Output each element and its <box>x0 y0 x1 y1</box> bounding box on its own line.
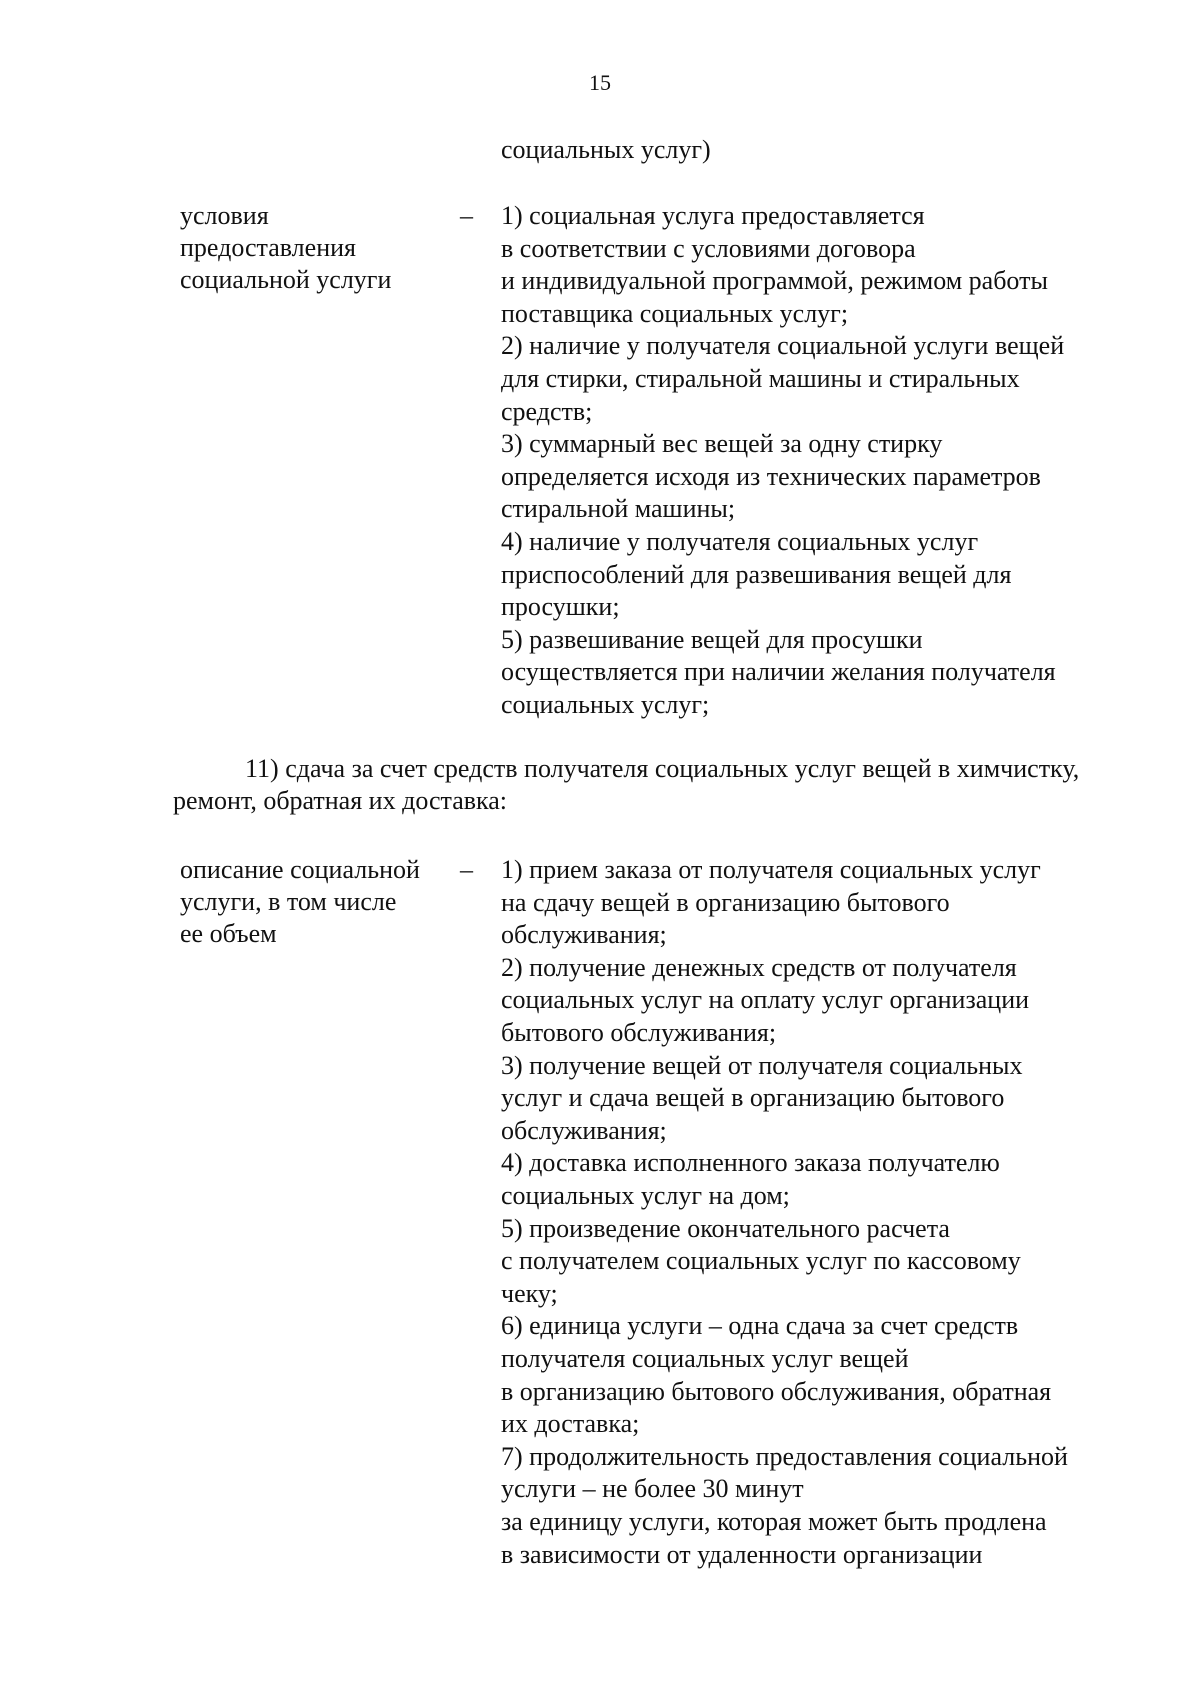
text-line: в организацию бытового обслуживания, обратная <box>501 1376 1052 1406</box>
text-line: обслуживания; <box>501 920 667 950</box>
text-line: средств; <box>501 396 593 426</box>
text-line: 3) получение вещей от получателя социальных <box>501 1050 1023 1080</box>
page-number: 15 <box>589 70 611 95</box>
block2-label-line: ее объем <box>180 919 277 948</box>
text-line: осуществляется при наличии желания получателя <box>501 657 1056 687</box>
block1-label-line: социальной услуги <box>180 265 392 294</box>
block2-dash: – <box>460 855 473 884</box>
text-line: социальных услуг на оплату услуг организации <box>501 985 1030 1015</box>
text-line: социальных услуг; <box>501 690 710 719</box>
text-line: услуги – не более 30 минут <box>501 1474 804 1504</box>
text-line: 5) произведение окончательного расчета <box>501 1213 950 1243</box>
text-line: бытового обслуживания; <box>501 1018 777 1047</box>
text-line: 5) развешивание вещей для просушки <box>501 624 923 654</box>
text-line: для стирки, стиральной машины и стиральных <box>501 364 1020 393</box>
text-line: 2) получение денежных средств от получателя <box>501 952 1017 982</box>
text-line: социальных услуг на дом; <box>501 1181 790 1210</box>
block2-label-line: услуги, в том числе <box>180 887 397 916</box>
text-line: 2) наличие у получателя социальной услуги вещей <box>501 331 1065 361</box>
text-line: приспособлений для развешивания вещей для <box>501 559 1012 589</box>
text-line: 3) суммарный вес вещей за одну стирку <box>501 429 943 459</box>
text-line: просушки; <box>501 592 620 622</box>
text-line: услуг и сдача вещей в организацию бытового <box>501 1083 1005 1113</box>
block1-dash: – <box>460 201 473 230</box>
text-line: определяется исходя из технических параметров <box>501 461 1041 491</box>
text-line: обслуживания; <box>501 1115 667 1145</box>
text-line: в зависимости от удаленности организации <box>501 1539 983 1569</box>
text-line: за единицу услуги, которая может быть продлена <box>501 1507 1047 1536</box>
paragraph-line-2: ремонт, обратная их доставка: <box>173 786 508 815</box>
block1-label-line: условия <box>180 201 269 230</box>
text-line: 4) доставка исполненного заказа получателю <box>501 1148 1000 1178</box>
text-line: их доставка; <box>501 1409 640 1439</box>
text-line: 7) продолжительность предоставления социальной <box>501 1441 1068 1471</box>
text-line: чеку; <box>501 1278 558 1308</box>
text-line: получателя социальных услуг вещей <box>501 1344 909 1373</box>
paragraph-line-1: 11) сдача за счет средств получателя социальных услуг вещей в химчистку, <box>245 754 1080 783</box>
text-line: 1) прием заказа от получателя социальных услуг <box>501 855 1041 884</box>
text-line: с получателем социальных услуг по кассовому <box>501 1246 1021 1276</box>
text-line: в соответствии с условиями договора <box>501 233 916 263</box>
text-line: 4) наличие у получателя социальных услуг <box>501 527 979 556</box>
text-line: 1) социальная услуга предоставляется <box>501 201 925 230</box>
text-line: поставщика социальных услуг; <box>501 298 849 328</box>
block2-label-line: описание социальной <box>180 855 420 884</box>
text-line: 6) единица услуги – одна сдача за счет средств <box>501 1311 1019 1341</box>
block1-label-line: предоставления <box>180 233 356 262</box>
text-line: и индивидуальной программой, режимом работы <box>501 266 1048 296</box>
text-line: на сдачу вещей в организацию бытового <box>501 887 950 917</box>
text-line: стиральной машины; <box>501 494 736 524</box>
continuation-line: социальных услуг) <box>501 135 711 164</box>
